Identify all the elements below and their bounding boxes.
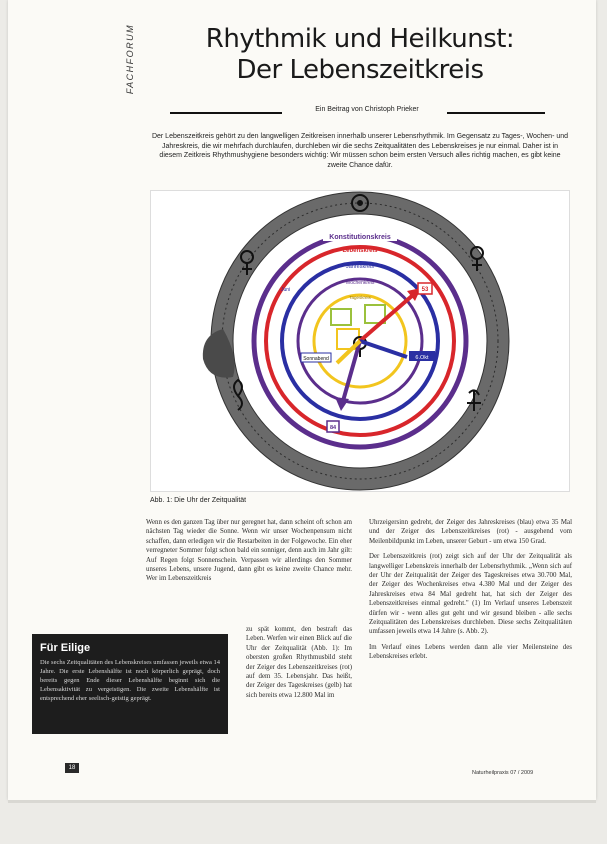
byline-text: Ein Beitrag von Christoph Prieker	[315, 106, 419, 113]
page-bottom-edge	[8, 800, 596, 803]
title-line-2: Der Lebenszeitkreis	[236, 55, 484, 85]
column-2	[369, 518, 572, 668]
footer-journal: Naturheilpraxis 07 / 2009	[472, 770, 534, 776]
column-1	[146, 518, 352, 590]
summary-box	[32, 634, 228, 734]
article-title	[150, 24, 570, 86]
col2-paragraph-1: Uhrzeigersinn gedreht, der Zeiger des Jahreskreises (blau) etwa 35 Mal und der Zeiger des Lebenszeitkreises (rot) - ausgehend vom Meilenbildpunkt im Leben, unserer Geburt - um etwa 150 Grad.	[369, 519, 572, 545]
byline	[170, 106, 545, 118]
byline-rule-right	[447, 112, 545, 114]
section-label: FACHFORUM	[125, 23, 135, 95]
column-1-continued	[246, 625, 352, 706]
col1-paragraph-1: Wenn es den ganzen Tag über nur geregnet hat, dann scheint oft schon am nächsten Tag wieder die Sonne. Wenn wir unser Wochenpensum nicht schaffen, dann erledigen wir die Restarbeiten in der Folgewoche. Ein eher verregneter Sommer folgt schon bald ein sonniger, denn auch im Jahr gilt: Auf Regen folgt Sonnenschein. Verpassen wir allerdings den Sommer unseres Lebens, unsere Jugend, dann gibt es keine zweite Chance mehr. Wer im Lebenszeitkreis	[146, 519, 352, 583]
label-ring-week: Wochenkreis	[345, 280, 375, 286]
tag-53: 53	[421, 287, 429, 293]
tag-june: Juni	[281, 287, 291, 293]
clock-diagram	[151, 191, 569, 491]
label-ring-day: Tageskreis	[349, 295, 371, 300]
col2-paragraph-2: Der Lebenszeitkreis (rot) zeigt sich auf der Uhr der Zeitqualität als langwelliger Lebenskreis innerhalb der Lebensrhythmik. „Wenn sich auf der Uhr der Zeitqualität der Zeiger des Tageskreises etwa 30.700 Mal, der Zeiger des Wochenkreises etwa 4.380 Mal und der Zeiger des Jahreskreises etwa 84 Mal gedreht hat, hat sich der Zeiger des Lebenszeitkreises einmal gedreht." (1) Im Verlauf unseres Lebenszeit dürfen wir - wenn alles gut geht und wir gesund bleiben - alle sechs Zeitqualitäten des Lebenskreises durchleben. Diese sechs Zeitqualitäten umfassen jeweils etwa 14 Jahre (s. Abb. 2).	[369, 553, 572, 636]
label-ring-life: Lebenskreis	[342, 248, 378, 254]
figure-clock-of-time-quality	[150, 190, 570, 492]
figure-caption: Abb. 1: Die Uhr der Zeitqualität	[150, 497, 247, 504]
summary-box-text: Die sechs Zeitqualitäten des Lebenskreises umfassen jeweils etwa 14 Jahre. Die erste Lebenshälfte ist noch körperlich geprägt, doch bereits gegen Ende dieser Lebenshälfte beginnt sich die Lebensaktivität zu vergeistigen. Die zweite Lebenshälfte ist entsprechend eher seelisch-geistig geprägt.	[40, 659, 220, 702]
page-number: 18	[65, 763, 79, 773]
tag-date: 6.Okt	[415, 355, 429, 361]
byline-rule-left	[170, 112, 282, 114]
tag-84: 84	[329, 425, 337, 431]
title-line-1: Rhythmik und Heilkunst:	[205, 24, 515, 54]
col1-paragraph-2: zu spät kommt, den bestraft das Leben. Werfen wir einen Blick auf die Uhr der Zeitqualität (Abb. 1): Im obersten großen Rhythmusbild steht der Zeiger des Lebenszeitkreises (rot) auf dem 35. Lebensjahr. Das heißt, der Zeiger des Tageskreises (gelb) hat sich bereits etwa 12.800 Mal im	[246, 626, 352, 699]
summary-box-title: Für Eilige	[40, 642, 91, 654]
label-ring-constitution: Konstitutionskreis	[329, 234, 391, 241]
label-ring-year: Jahreskreis	[345, 264, 375, 270]
col2-paragraph-3: Im Verlauf eines Lebens werden dann alle vier Meilensteine des Lebenskreises erlebt.	[369, 643, 572, 661]
sun-dot-icon	[358, 201, 362, 205]
lead-paragraph: Der Lebenszeitkreis gehört zu den langwelligen Zeitkreisen innerhalb unserer Lebensrhythmik. Im Gegensatz zu Tages-, Wochen- und Jahreskreis, die wir mehrfach durchlaufen, durchleben wir die sechs Zeitqualitäten des Lebenskreises je nur einmal. Daher ist in diesem Zeitkreis Rhythmushygiene besonders wichtig: Wir müssen schon beim ersten Versuch alles richtig machen, es gibt keine zweite Chance dafür.	[151, 133, 569, 169]
tag-sonnabend: Sonnabend	[303, 356, 329, 362]
